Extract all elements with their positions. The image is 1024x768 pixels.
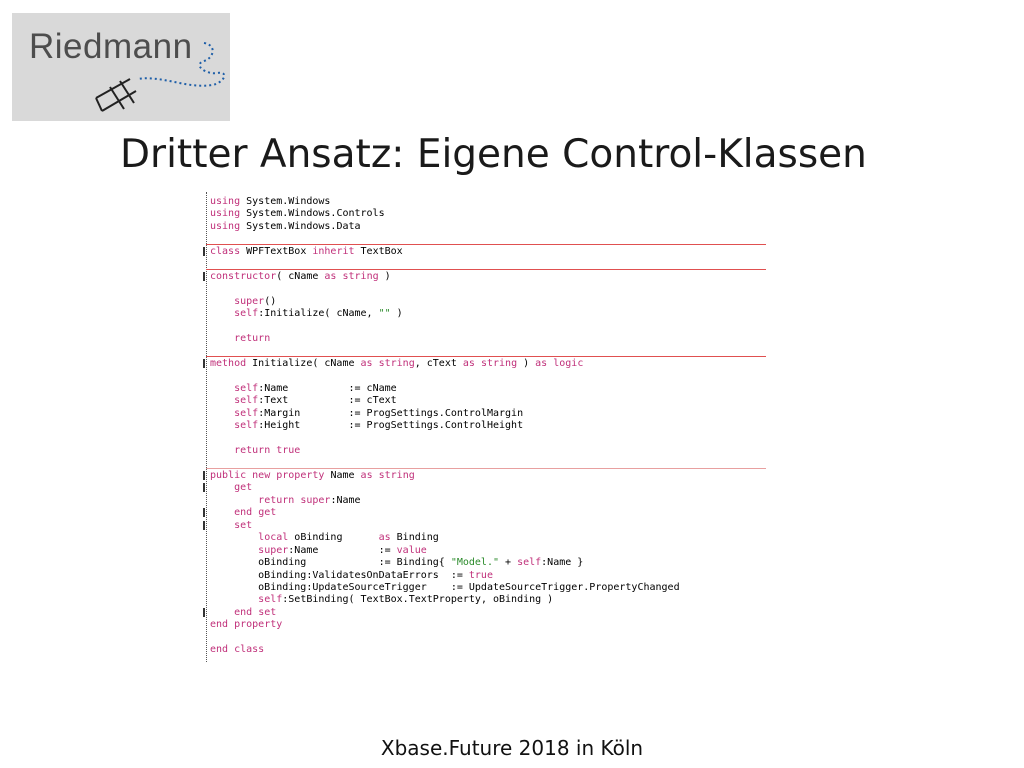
code-gutter	[206, 192, 207, 662]
code-line: get	[234, 482, 253, 494]
code-line: self:Height := ProgSettings.ControlHeight	[234, 420, 524, 432]
code-separator	[206, 468, 766, 469]
code-line: return super:Name	[258, 494, 361, 506]
code-line: super()	[234, 295, 277, 307]
fold-marker	[203, 359, 205, 368]
code-separator	[206, 244, 766, 245]
code-line: set	[234, 519, 253, 531]
code-line: class WPFTextBox inherit TextBox	[210, 245, 403, 257]
logo-wordmark: Riedmann	[29, 27, 193, 66]
fold-marker	[203, 608, 205, 617]
code-line: oBinding := Binding{ "Model." + self:Name }	[210, 557, 584, 569]
code-line: using System.Windows.Data	[210, 220, 361, 232]
code-line: using System.Windows.Controls	[210, 208, 385, 220]
code-line: self:SetBinding( TextBox.TextProperty, oBinding )	[258, 594, 554, 606]
fold-marker	[203, 272, 205, 281]
slide-footer: Xbase.Future 2018 in Köln	[380, 736, 644, 760]
code-line: return	[234, 332, 271, 344]
code-line: using System.Windows	[210, 196, 331, 207]
code-line: end set	[234, 606, 277, 618]
code-line: local oBinding as Binding	[258, 532, 439, 544]
code-line: end class	[210, 644, 265, 656]
code-line: self:Initialize( cName, "" )	[234, 308, 403, 320]
code-separator	[206, 356, 766, 357]
code-line: self:Name := cName	[234, 382, 397, 394]
fold-marker	[203, 247, 205, 256]
code-line: self:Margin := ProgSettings.ControlMargin	[234, 407, 524, 419]
riedmann-logo	[12, 13, 230, 121]
code-line: oBinding:UpdateSourceTrigger := UpdateSourceTrigger.PropertyChanged	[210, 581, 680, 593]
code-line: return true	[234, 445, 301, 456]
code-line: constructor( cName as string )	[210, 270, 391, 282]
code-listing	[206, 192, 766, 662]
code-line: oBinding:ValidatesOnDataErrors := true	[210, 569, 493, 581]
code-line: self:Text := cText	[234, 395, 397, 407]
code-separator	[206, 269, 766, 270]
code-line: public new property Name as string	[210, 469, 415, 481]
code-line: method Initialize( cName as string, cText as string ) as logic	[210, 357, 584, 369]
logo-cable-graphic	[12, 13, 230, 121]
fold-marker	[203, 471, 205, 480]
fold-marker	[203, 483, 205, 492]
fold-marker	[203, 521, 205, 530]
slide-title: Dritter Ansatz: Eigene Control-Klassen	[120, 132, 867, 177]
code-line: end property	[210, 619, 283, 631]
code-line: super:Name := value	[258, 544, 427, 556]
fold-marker	[203, 508, 205, 517]
code-line: end get	[234, 507, 277, 519]
